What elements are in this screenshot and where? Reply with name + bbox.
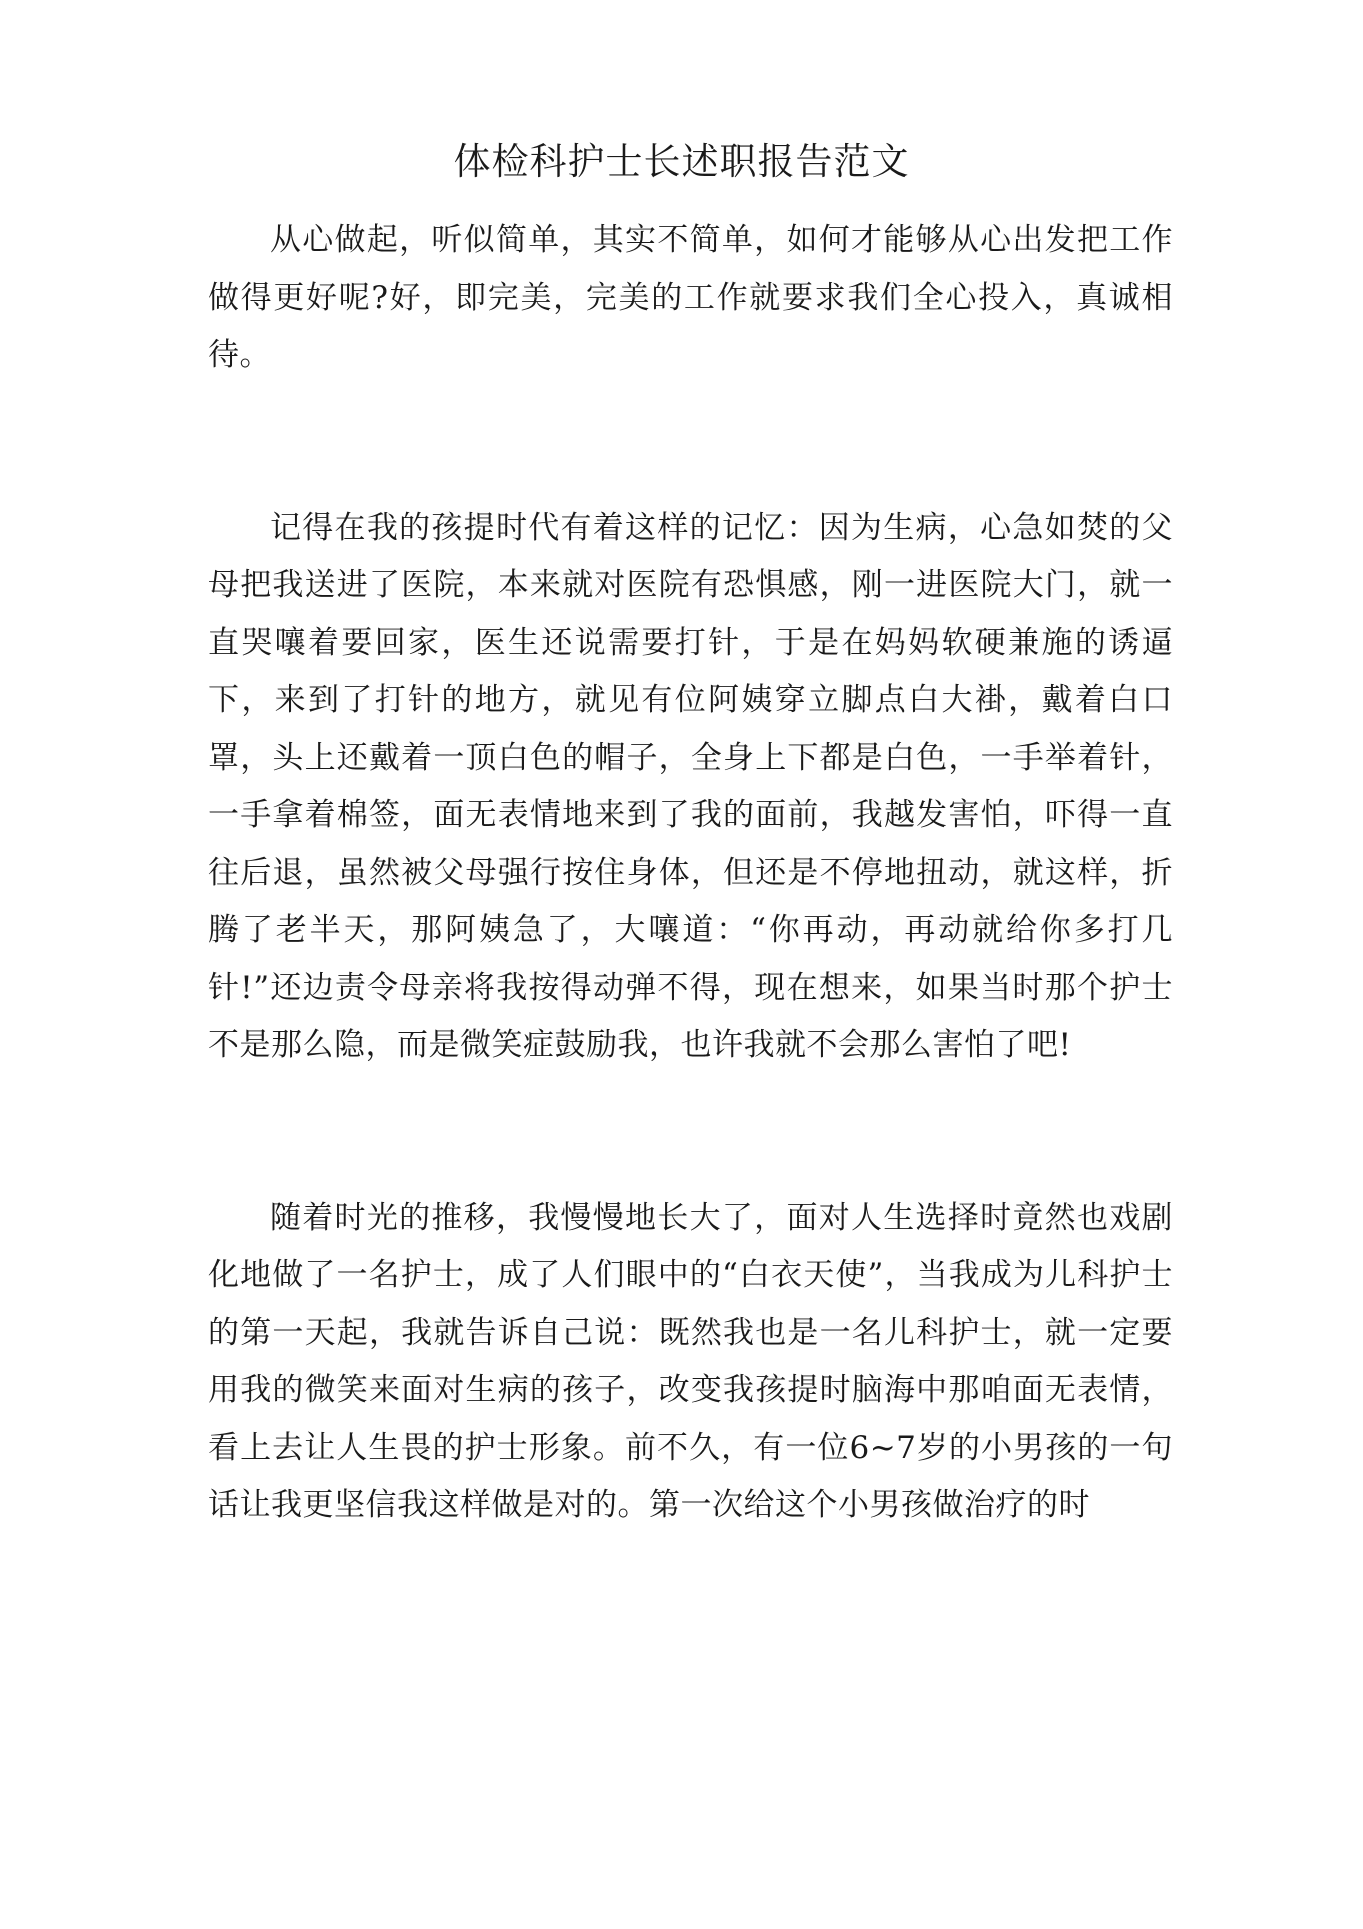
paragraph-childhood-memory: 记得在我的孩提时代有着这样的记忆：因为生病，心急如焚的父母把我送进了医院，本来就对医院有恐惧感，刚一进医院大门，就一直哭嚷着要回家，医生还说需要打针，于是在妈妈软硬兼施的诱逼下，来到了打针的地方，就见有位阿姨穿立脚点白大褂，戴着白口罩，头上还戴着一顶白色的帽子，全身上下都是白色，一手举着针，一手拿着棉签，面无表情地来到了我的面前，我越发害怕，吓得一直往后退，虽然被父母强行按住身体，但还是不停地扭动，就这样，折腾了老半天，那阿姨急了，大嚷道：“你再动，再动就给你多打几针!”还边责令母亲将我按得动弹不得，现在想来，如果当时那个护士不是那么隐，而是微笑症鼓励我，也许我就不会那么害怕了吧!: [208, 509, 1173, 1063]
paragraph-intro: 从心做起，听似简单，其实不简单，如何才能够从心出发把工作做得更好呢?好，即完美，完美的工作就要求我们全心投入，真诚相待。: [208, 222, 1173, 373]
paragraph-becoming-nurse: 随着时光的推移，我慢慢地长大了，面对人生选择时竟然也戏剧化地做了一名护士，成了人们眼中的“白衣天使”，当我成为儿科护士的第一天起，我就告诉自己说：既然我也是一名儿科护士，就一定要用我的微笑来面对生病的孩子，改变我孩提时脑海中那咱面无表情，看上去让人生畏的护士形象。前不久，有一位6~7岁的小男孩的一句话让我更坚信我这样做是对的。第一次给这个小男孩做治疗的时: [208, 1199, 1173, 1523]
paragraph-spacer: [208, 1075, 1173, 1190]
document-body: [208, 212, 1173, 1535]
paragraph-spacer: [208, 385, 1173, 500]
document-title: 体检科护士长述职报告范文: [453, 140, 910, 183]
